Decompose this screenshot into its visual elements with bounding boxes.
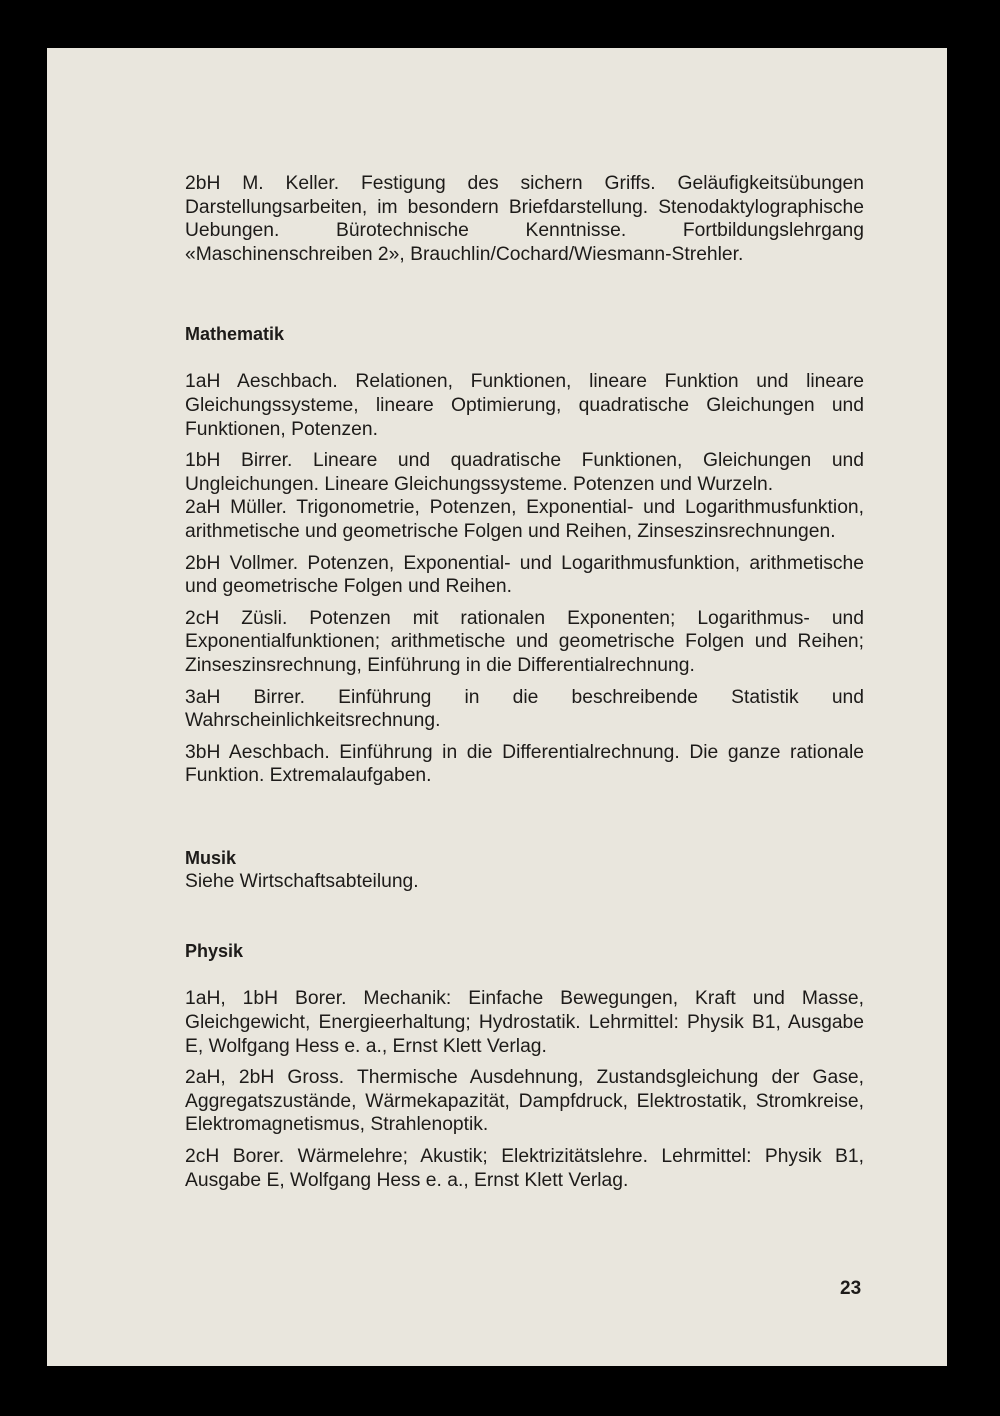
heading-mathematik: Mathematik	[185, 324, 285, 345]
section-physik	[185, 939, 864, 1192]
physik-entry-2: 2aH, 2bH Gross. Thermische Ausdehnung, Zustandsgleichung der Gase, Aggregatszustände, Wärmekapazität, Dampfdruck, Elektrostatik, Stromkreise, Elektromagnetismus, Strahlenoptik.	[185, 1067, 864, 1136]
physik-entry-3: 2cH Borer. Wärmelehre; Akustik; Elektrizitätslehre. Lehrmittel: Physik B1, Ausgabe E, Wolfgang Hess e. a., Ernst Klett Verlag.	[185, 1146, 864, 1191]
page-content	[185, 172, 864, 1192]
physik-entry-1: 1aH, 1bH Borer. Mechanik: Einfache Bewegungen, Kraft und Masse, Gleichgewicht, Energieerhaltung; Hydrostatik. Lehrmittel: Physik B1, Ausgabe E, Wolfgang Hess e. a., Ernst Klett Verlag.	[185, 988, 864, 1057]
math-entry-3ah: 3aH Birrer. Einführung in die beschreibende Statistik und Wahrscheinlichkeitsrechnung.	[185, 686, 864, 732]
section-musik	[185, 846, 864, 894]
heading-musik: Musik	[185, 847, 237, 868]
musik-text: Siehe Wirtschaftsabteilung.	[185, 870, 419, 892]
heading-physik: Physik	[185, 941, 244, 962]
intro-paragraph: 2bH M. Keller. Festigung des sichern Griffs. Geläufigkeitsübungen Darstellungsarbeiten, im besondern Briefdarstellung. Stenodaktylographische Uebungen. Bürotechnische Kenntnisse. Fortbildungslehrgang «Maschinenschreiben 2», Brauchlin/Cochard/Wiesmann-Strehler.	[185, 173, 864, 265]
math-entry-2ah: 2aH Müller. Trigonometrie, Potenzen, Exponential- und Logarithmusfunktion, arithmetische und geometrische Folgen und Reihen, Zinseszinsrechnungen.	[185, 497, 864, 542]
math-entry-2bh: 2bH Vollmer. Potenzen, Exponential- und Logarithmusfunktion, arithmetische und geometrische Folgen und Reihen.	[185, 552, 864, 598]
math-entry-1bh: 1bH Birrer. Lineare und quadratische Funktionen, Gleichungen und Ungleichungen. Lineare Gleichungssysteme. Potenzen und Wurzeln.	[185, 450, 864, 495]
page-number: 23	[840, 1278, 862, 1299]
document-page	[47, 48, 947, 1366]
section-mathematik	[185, 322, 864, 788]
math-entry-1ah: 1aH Aeschbach. Relationen, Funktionen, lineare Funktion und lineare Gleichungssysteme, lineare Optimierung, quadratische Gleichungen und Funktionen, Potenzen.	[185, 371, 864, 440]
math-entry-2ch: 2cH Züsli. Potenzen mit rationalen Exponenten; Logarithmus- und Exponentialfunktionen; arithmetische und geometrische Folgen und Reihen; Zinseszinsrechnung, Einführung in die Differentialrechnung.	[185, 607, 864, 676]
math-entry-3bh: 3bH Aeschbach. Einführung in die Differentialrechnung. Die ganze rationale Funktion. Extremalaufgaben.	[185, 741, 864, 787]
